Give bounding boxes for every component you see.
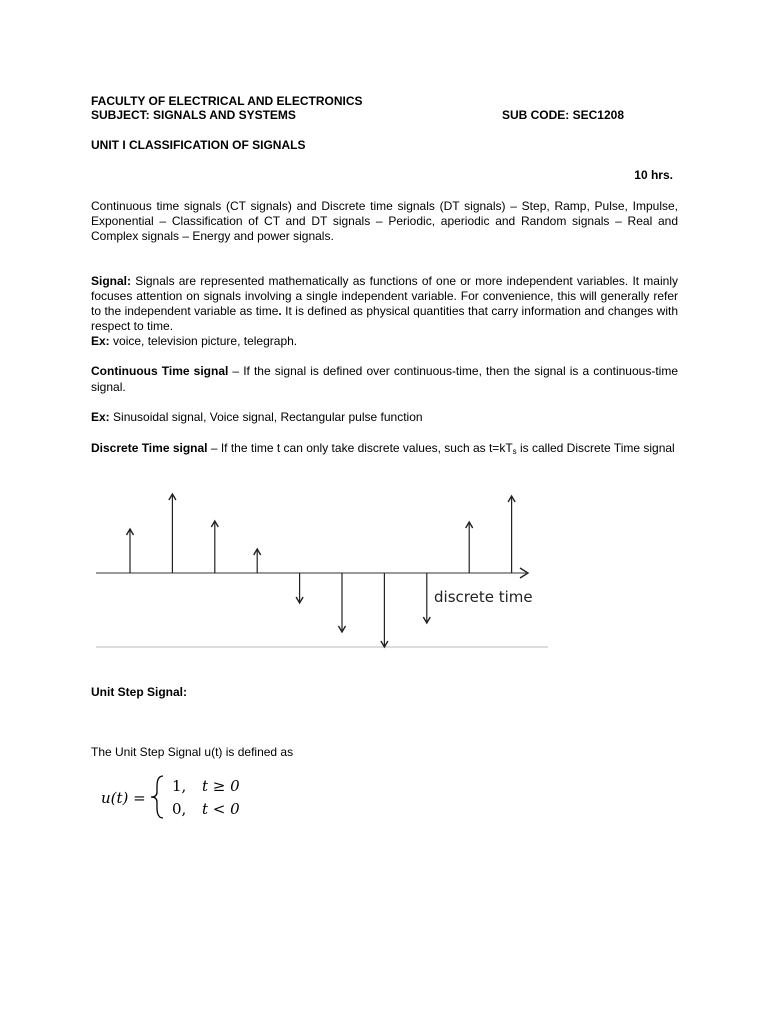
ct-ex-text: Sinusoidal signal, Voice signal, Rectangular pulse function — [109, 410, 423, 424]
equation-brace — [151, 776, 163, 818]
ct-signal-definition — [91, 363, 678, 395]
ct-signal-example — [91, 410, 677, 425]
signal-ex-label: Ex: — [91, 334, 110, 348]
subject-name: SUBJECT: SIGNALS AND SYSTEMS — [91, 108, 296, 122]
signal-text-a: Signals are represented mathematically as functions of one or more independent variables. It mainly focuses attention on signals involving a single independent variable. For convenience, this will generally refer to the independent variable as time — [91, 274, 678, 318]
unit-title: UNIT I CLASSIFICATION OF SIGNALS — [91, 138, 306, 152]
subject-row — [91, 108, 624, 123]
ct-signal-term: Continuous Time signal — [91, 364, 229, 378]
samples-group — [127, 494, 516, 647]
dt-signal-definition — [91, 440, 678, 460]
case1-value: 1, — [172, 777, 187, 795]
dt-signal-subscript: s — [512, 447, 517, 456]
syllabus-paragraph: Continuous time signals (CT signals) and Discrete time signals (DT signals) – Step, Ramp, Pulse, Impulse, Exponential – Classification of CT and DT signals – Periodic, aperiodic and Random signals – Real and Complex signals – Energy and power signals. — [91, 199, 678, 243]
ct-signal-text: – If the signal is defined over continuous-time, then the signal is a continuous-time signal. — [91, 364, 678, 394]
dt-signal-term: Discrete Time signal — [91, 441, 208, 455]
case1-condition: t ≥ 0 — [202, 777, 240, 795]
hours-label: 10 hrs. — [634, 168, 673, 182]
dt-signal-text-a: – If the time t can only take discrete values, such as t=kT — [207, 441, 513, 455]
signal-dot: . — [278, 304, 282, 318]
signal-example — [91, 334, 677, 349]
unit-step-heading: Unit Step Signal: — [91, 685, 187, 699]
signal-definition — [91, 274, 678, 334]
faculty-title: FACULTY OF ELECTRICAL AND ELECTRONICS — [91, 94, 363, 108]
dt-signal-text-b: is called Discrete Time signal — [516, 441, 675, 455]
subject-code: SUB CODE: SEC1208 — [501, 108, 624, 122]
discrete-time-label: discrete time — [434, 588, 533, 606]
signal-text-b: It is defined as physical quantities that carry information and changes with respect to time. — [91, 304, 678, 333]
equation-lhs: u(t) = — [101, 789, 146, 807]
signal-ex-text: voice, television picture, telegraph. — [109, 334, 298, 348]
discrete-time-figure — [90, 478, 560, 658]
case2-condition: t < 0 — [202, 800, 240, 818]
unit-step-equation — [101, 772, 271, 822]
signal-term: Signal: — [91, 274, 132, 288]
unit-step-intro: The Unit Step Signal u(t) is defined as — [91, 745, 294, 759]
ct-ex-label: Ex: — [91, 410, 110, 424]
case2-value: 0, — [172, 800, 187, 818]
